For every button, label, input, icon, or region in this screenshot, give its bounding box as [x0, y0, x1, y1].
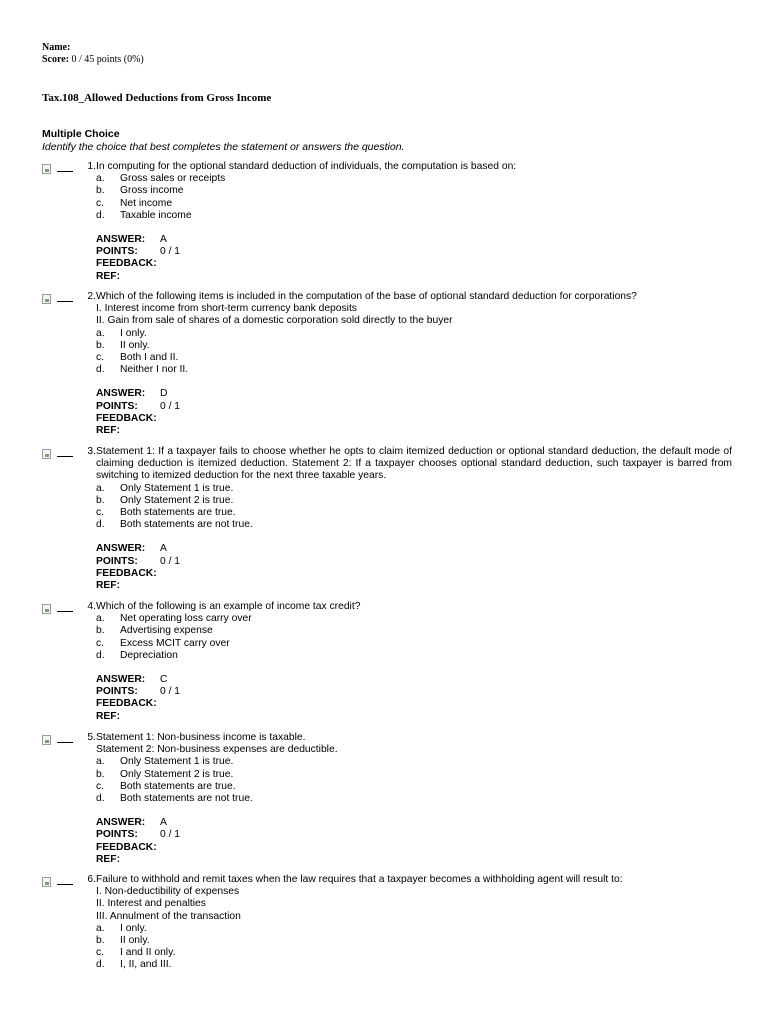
choice-item	[96, 769, 732, 781]
choice-letter: b.	[96, 768, 105, 780]
ref-row-label: REF:	[96, 853, 121, 865]
points-row-value: 0 / 1	[160, 400, 181, 412]
choice-item	[96, 625, 732, 637]
answer-row-label: ANSWER:	[96, 674, 146, 686]
page-title: Tax.108_Allowed Deductions from Gross Income	[42, 92, 272, 104]
choice-text: Taxable income	[120, 209, 192, 221]
answer-blank-line	[57, 611, 73, 612]
choice-letter: c.	[96, 197, 105, 209]
question-marker	[42, 604, 72, 616]
section-instruction: Identify the choice that best completes the statement or answers the question.	[42, 140, 405, 153]
ref-row	[96, 854, 732, 866]
choice-item	[96, 793, 732, 805]
choice-letter: a.	[96, 327, 105, 339]
answer-row	[96, 543, 732, 555]
choice-item	[96, 185, 732, 197]
points-row-value: 0 / 1	[160, 555, 181, 567]
choice-item	[96, 210, 732, 222]
choice-letter: c.	[96, 947, 105, 959]
choice-text: Both I and II.	[120, 352, 179, 364]
choice-item	[96, 198, 732, 210]
points-row	[96, 556, 732, 568]
section-header	[42, 128, 404, 153]
choice-list	[96, 756, 732, 805]
feedback-row-label: FEEDBACK:	[96, 567, 157, 579]
broken-image-icon	[42, 735, 51, 745]
choice-item	[96, 352, 732, 364]
question-item	[42, 446, 732, 592]
choice-letter: b.	[96, 935, 105, 947]
choice-text: Only Statement 2 is true.	[120, 768, 234, 780]
choice-text: I only.	[120, 327, 147, 339]
ref-row-label: REF:	[96, 270, 121, 282]
question-stem-line: II. Interest and penalties	[96, 898, 206, 910]
choice-item	[96, 756, 732, 768]
choice-letter: b.	[96, 625, 105, 637]
broken-image-icon	[42, 164, 51, 174]
choice-item	[96, 935, 732, 947]
answer-block	[96, 817, 732, 866]
question-number: 3.	[87, 446, 96, 457]
ref-row	[96, 580, 732, 592]
points-row	[96, 686, 732, 698]
choice-letter: a.	[96, 613, 105, 625]
broken-image-icon	[42, 604, 51, 614]
answer-blank-line	[57, 884, 73, 885]
choice-letter: d.	[96, 649, 105, 661]
question-stem-line: III. Annulment of the transaction	[96, 910, 241, 922]
points-row-label: POINTS:	[96, 829, 138, 841]
ref-row-label: REF:	[96, 425, 121, 437]
choice-item	[96, 947, 732, 959]
choice-item	[96, 613, 732, 625]
choice-list	[96, 613, 732, 662]
question-stem-line: II. Gain from sale of shares of a domestic corporation sold directly to the buyer	[96, 315, 453, 327]
choice-letter: c.	[96, 352, 105, 364]
choice-letter: b.	[96, 185, 105, 197]
points-row-label: POINTS:	[96, 246, 138, 258]
question-item	[42, 161, 732, 283]
points-row-label: POINTS:	[96, 686, 138, 698]
choice-text: Both statements are not true.	[120, 793, 253, 805]
choice-letter: b.	[96, 494, 105, 506]
question-marker	[42, 449, 72, 461]
ref-row-label: REF:	[96, 580, 121, 592]
question-stem-line: In computing for the optional standard deduction of individuals, the computation is based on:	[96, 161, 517, 172]
points-row-value: 0 / 1	[160, 686, 181, 698]
choice-text: Net operating loss carry over	[120, 613, 252, 625]
choice-item	[96, 495, 732, 507]
answer-row-label: ANSWER:	[96, 817, 146, 829]
score-label: Score:	[42, 54, 70, 65]
choice-text: Only Statement 1 is true.	[120, 482, 234, 494]
choice-letter: d.	[96, 519, 105, 531]
choice-text: Net income	[120, 197, 173, 209]
choice-letter: d.	[96, 209, 105, 221]
feedback-row-label: FEEDBACK:	[96, 412, 157, 424]
question-stem-line: I. Interest income from short-term currency bank deposits	[96, 303, 357, 315]
choice-text: Both statements are not true.	[120, 519, 253, 531]
choice-list	[96, 173, 732, 222]
answer-row-label: ANSWER:	[96, 234, 146, 246]
question-marker	[42, 735, 72, 747]
points-row-value: 0 / 1	[160, 829, 181, 841]
question-stem-line: Which of the following is an example of income tax credit?	[96, 601, 361, 612]
question-number: 6.	[87, 874, 96, 885]
points-row-label: POINTS:	[96, 555, 138, 567]
choice-text: Both statements are true.	[120, 780, 236, 792]
question-stem-line: Statement 2: Non-business expenses are deductible.	[96, 744, 338, 756]
answer-blank-line	[57, 301, 73, 302]
question-marker	[42, 164, 72, 176]
question-stem-line: Statement 1: If a taxpayer fails to choose whether he opts to claim itemized deduction or optional standard deduction, the default mode of claiming deduction is itemized deduction. Statement 2: If a taxpayer chooses optional standard deduction, such taxpayer is barred from switching to itemized deduction for the next three taxable years.	[96, 446, 732, 482]
choice-item	[96, 340, 732, 352]
name-label: Name:	[42, 42, 71, 53]
question-marker	[42, 877, 72, 889]
broken-image-icon	[42, 449, 51, 459]
choice-letter: a.	[96, 756, 105, 768]
feedback-row-label: FEEDBACK:	[96, 698, 157, 710]
question-stem-line: Statement 1: Non-business income is taxable.	[96, 732, 306, 743]
ref-row	[96, 711, 732, 723]
choice-item	[96, 507, 732, 519]
choice-text: Neither I nor II.	[120, 364, 189, 376]
points-row	[96, 829, 732, 841]
choice-item	[96, 638, 732, 650]
choice-item	[96, 483, 732, 495]
choice-list	[96, 923, 732, 972]
question-stem-line: Which of the following items is included in the computation of the base of optional standard deduction for corporations?	[96, 291, 637, 302]
answer-row	[96, 234, 732, 246]
section-heading: Multiple Choice	[42, 128, 120, 140]
points-row-label: POINTS:	[96, 400, 138, 412]
choice-text: Advertising expense	[120, 625, 213, 637]
choice-text: I only.	[120, 922, 147, 934]
question-item	[42, 291, 732, 437]
question-item	[42, 874, 732, 972]
choice-letter: d.	[96, 959, 105, 971]
question-number: 1.	[87, 161, 96, 172]
choice-item	[96, 173, 732, 185]
feedback-row-label: FEEDBACK:	[96, 841, 157, 853]
answer-row-value: A	[160, 234, 167, 246]
choice-item	[96, 923, 732, 935]
choice-letter: a.	[96, 173, 105, 185]
choice-item	[96, 519, 732, 531]
answer-block	[96, 234, 732, 283]
choice-text: II only.	[120, 935, 150, 947]
answer-row	[96, 817, 732, 829]
answer-row	[96, 388, 732, 400]
choice-text: Only Statement 2 is true.	[120, 494, 234, 506]
score-row	[42, 54, 144, 66]
question-item	[42, 601, 732, 723]
ref-row-label: REF:	[96, 710, 121, 722]
answer-blank-line	[57, 456, 73, 457]
choice-text: II only.	[120, 339, 150, 351]
answer-row-value: C	[160, 674, 168, 686]
question-item	[42, 732, 732, 866]
choice-letter: c.	[96, 637, 105, 649]
feedback-row	[96, 568, 732, 580]
answer-row-label: ANSWER:	[96, 388, 146, 400]
answer-row-value: D	[160, 388, 168, 400]
choice-letter: d.	[96, 793, 105, 805]
answer-blank-line	[57, 171, 73, 172]
feedback-row	[96, 258, 732, 270]
points-row	[96, 246, 732, 258]
choice-text: Depreciation	[120, 649, 178, 661]
feedback-row	[96, 413, 732, 425]
points-row-value: 0 / 1	[160, 246, 181, 258]
choice-item	[96, 959, 732, 971]
question-number: 4.	[87, 601, 96, 612]
choice-text: Both statements are true.	[120, 507, 236, 519]
answer-row-value: A	[160, 817, 167, 829]
choice-text: I and II only.	[120, 947, 176, 959]
choice-text: Only Statement 1 is true.	[120, 756, 234, 768]
answer-row-label: ANSWER:	[96, 543, 146, 555]
header	[42, 42, 144, 66]
question-number: 2.	[87, 291, 96, 302]
answer-blank-line	[57, 742, 73, 743]
feedback-row	[96, 698, 732, 710]
feedback-row	[96, 842, 732, 854]
choice-text: Gross income	[120, 185, 184, 197]
name-row	[42, 42, 144, 54]
choice-text: Excess MCIT carry over	[120, 637, 230, 649]
choice-list	[96, 328, 732, 377]
answer-row	[96, 674, 732, 686]
choice-letter: a.	[96, 482, 105, 494]
ref-row	[96, 425, 732, 437]
choice-letter: d.	[96, 364, 105, 376]
broken-image-icon	[42, 294, 51, 304]
question-stem-line: Failure to withhold and remit taxes when the law requires that a taxpayer becomes a withholding agent will result to:	[96, 874, 623, 885]
answer-row-value: A	[160, 543, 167, 555]
choice-letter: c.	[96, 780, 105, 792]
answer-block	[96, 543, 732, 592]
question-stem-line: I. Non-deductibility of expenses	[96, 886, 240, 898]
choice-item	[96, 328, 732, 340]
choice-letter: a.	[96, 922, 105, 934]
points-row	[96, 401, 732, 413]
choice-list	[96, 483, 732, 532]
choice-letter: b.	[96, 339, 105, 351]
choice-letter: c.	[96, 507, 105, 519]
choice-item	[96, 781, 732, 793]
choice-item	[96, 650, 732, 662]
broken-image-icon	[42, 877, 51, 887]
choice-text: Gross sales or receipts	[120, 173, 226, 185]
ref-row	[96, 271, 732, 283]
feedback-row-label: FEEDBACK:	[96, 258, 157, 270]
answer-block	[96, 674, 732, 723]
answer-block	[96, 388, 732, 437]
question-number: 5.	[87, 732, 96, 743]
choice-item	[96, 364, 732, 376]
score-value: 0 / 45 points (0%)	[71, 54, 144, 65]
question-marker	[42, 294, 72, 306]
choice-text: I, II, and III.	[120, 959, 172, 971]
